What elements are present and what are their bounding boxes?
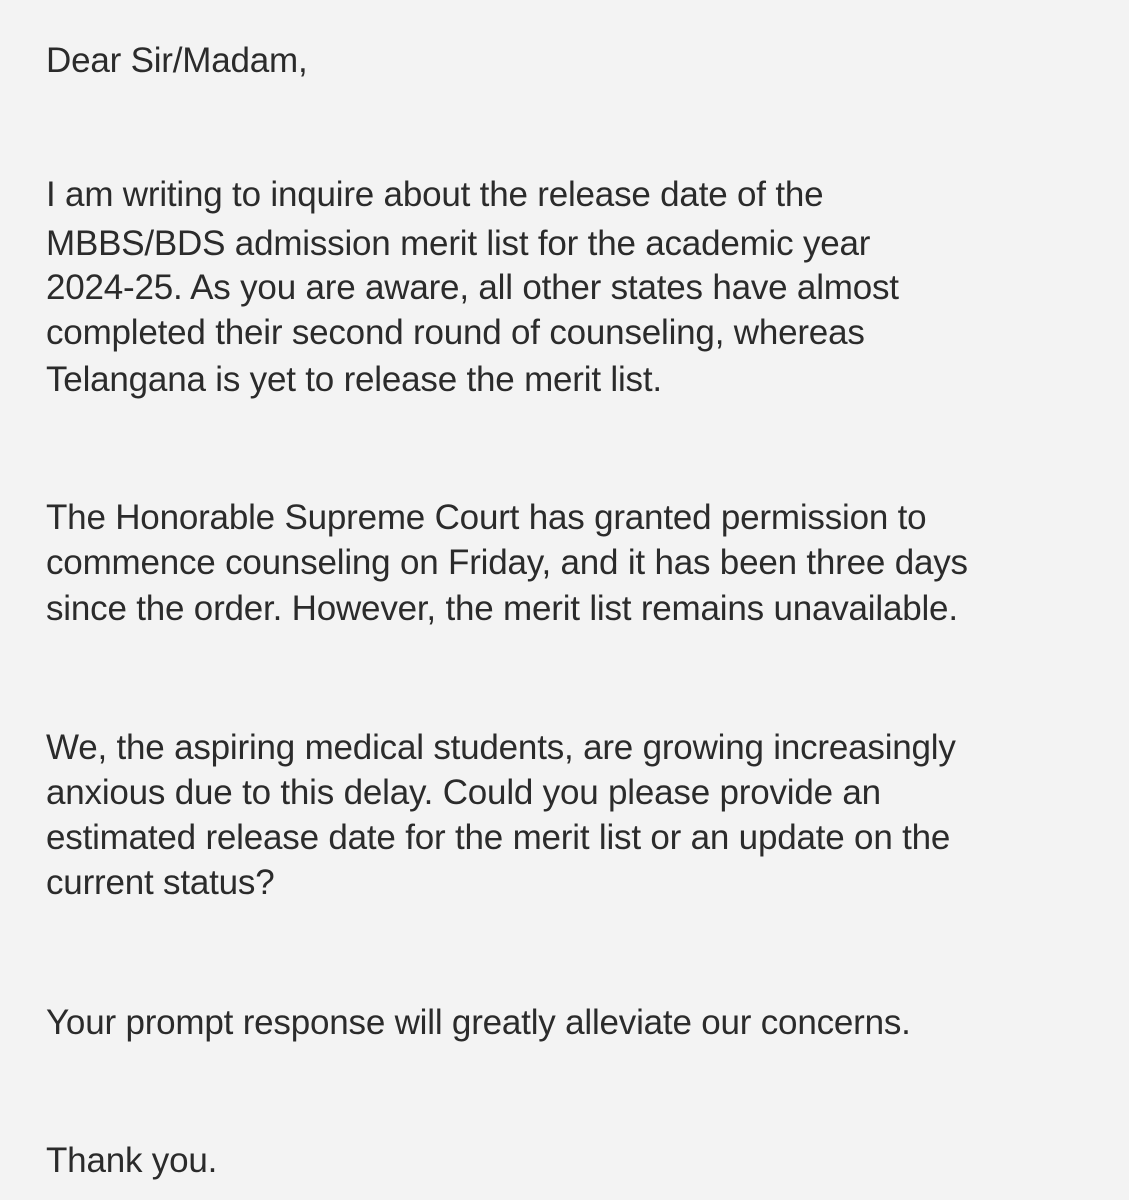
paragraph-line: since the order. However, the merit list remains unavailable. xyxy=(46,589,958,628)
paragraph-line: MBBS/BDS admission merit list for the academic year xyxy=(46,224,871,263)
paragraph-line: I am writing to inquire about the release date of the xyxy=(46,175,824,214)
paragraph-line: anxious due to this delay. Could you please provide an xyxy=(46,773,881,812)
closing: Thank you. xyxy=(46,1141,218,1180)
paragraph-line: estimated release date for the merit list or an update on the xyxy=(46,818,951,857)
paragraph-line: current status? xyxy=(46,863,275,902)
paragraph-line: The Honorable Supreme Court has granted permission to xyxy=(46,498,927,537)
paragraph-line: commence counseling on Friday, and it has been three days xyxy=(46,543,968,582)
paragraph-line: We, the aspiring medical students, are growing increasingly xyxy=(46,728,956,767)
salutation: Dear Sir/Madam, xyxy=(46,41,308,80)
paragraph-line: completed their second round of counseling, whereas xyxy=(46,313,865,352)
paragraph-concerns: Your prompt response will greatly alleviate our concerns. xyxy=(46,1003,911,1042)
paragraph-line: 2024-25. As you are aware, all other states have almost xyxy=(46,268,899,307)
paragraph-line: Telangana is yet to release the merit list. xyxy=(46,360,662,399)
